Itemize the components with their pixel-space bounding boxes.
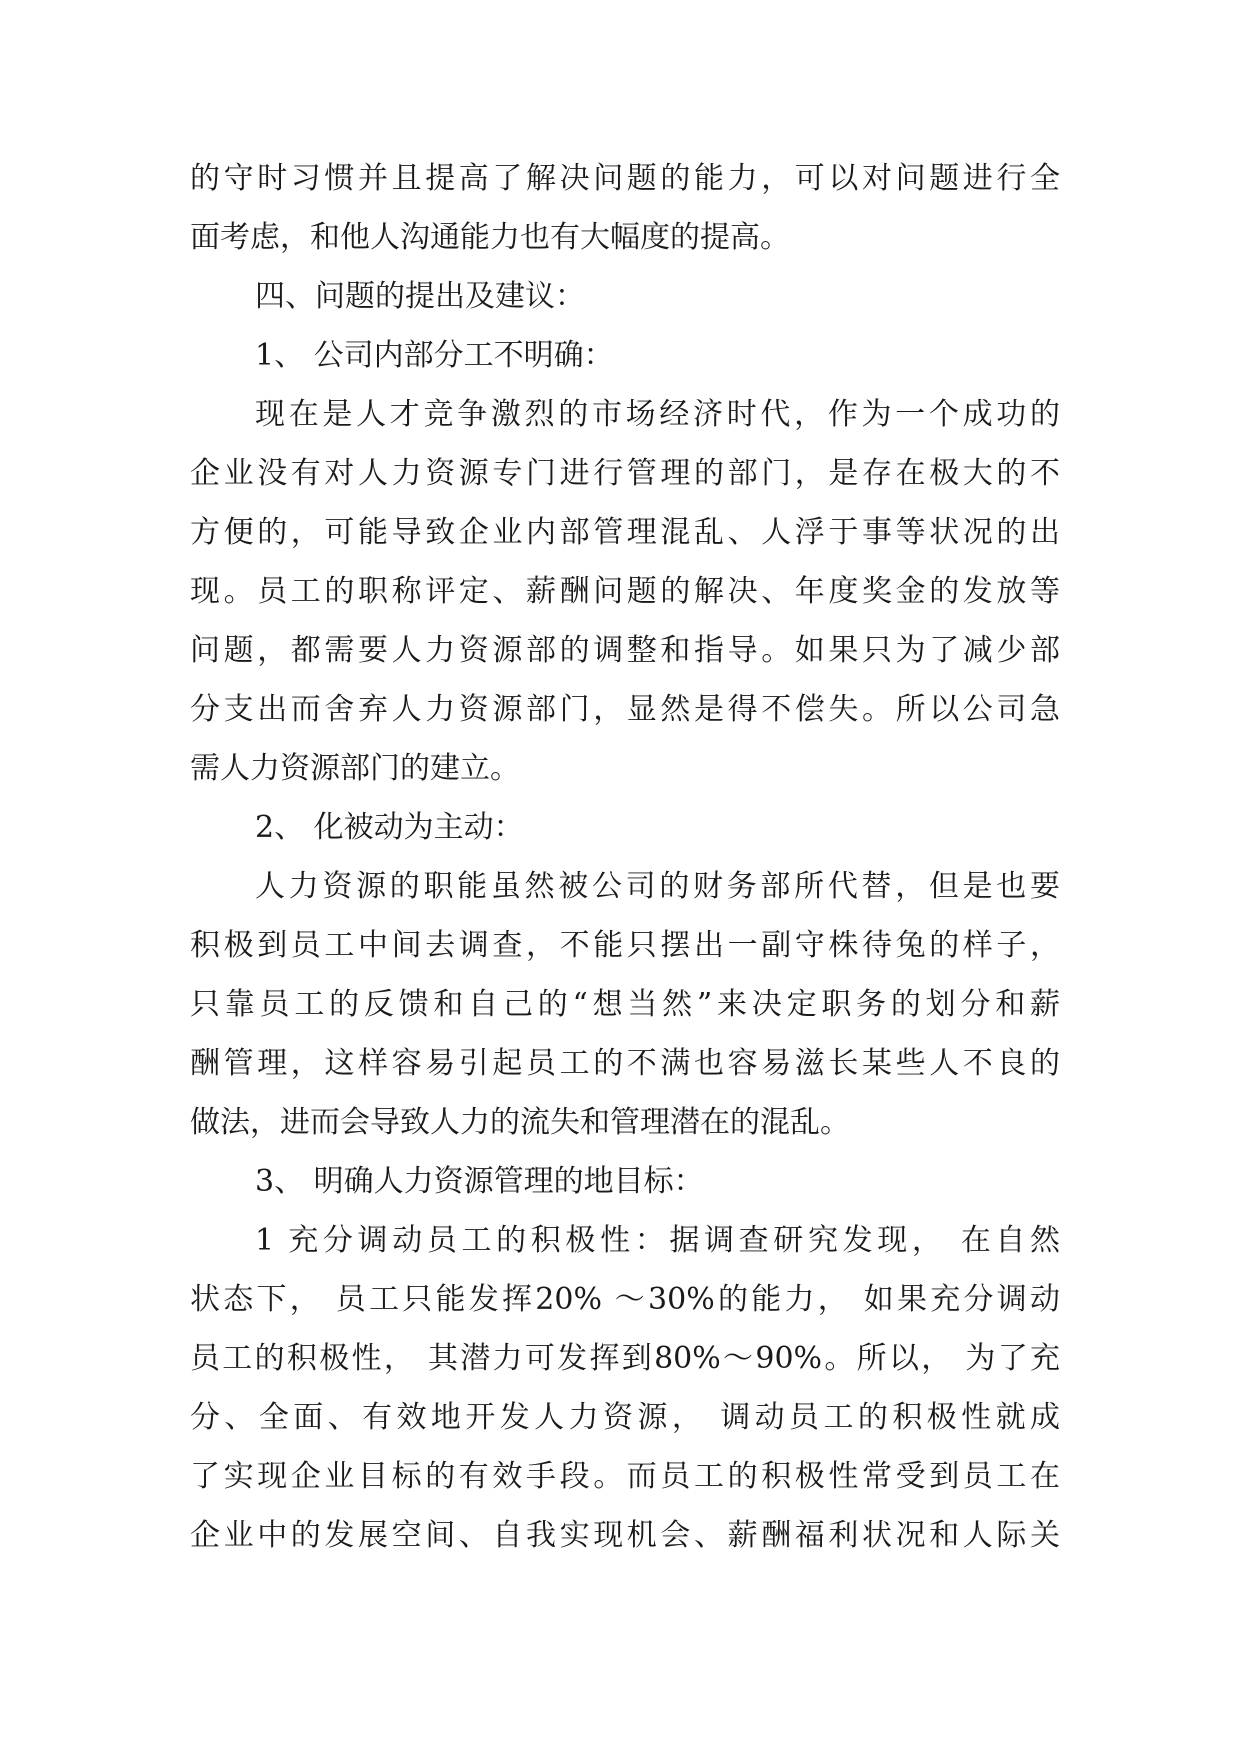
text-line-20: 状态下， 员工只能发挥20% ～30%的能力， 如果充分调动	[190, 1282, 1060, 1317]
text-line-5: 现在是人才竞争激烈的市场经济时代，作为一个成功的	[255, 397, 1060, 432]
text-line-23: 了实现企业目标的有效手段。而员工的积极性常受到员工在	[190, 1459, 1060, 1494]
document-body	[190, 149, 1060, 1565]
text-line-1: 的守时习惯并且提高了解决问题的能力，可以对问题进行全	[190, 161, 1060, 196]
text-line-15: 只靠员工的反馈和自己的“想当然”来决定职务的划分和薪	[190, 987, 1060, 1022]
text-line-21: 员工的积极性， 其潜力可发挥到80%～90%。所以， 为了充	[190, 1341, 1060, 1376]
text-line-24: 企业中的发展空间、自我实现机会、薪酬福利状况和人际关	[190, 1518, 1060, 1553]
text-line-2: 面考虑，和他人沟通能力也有大幅度的提高。	[190, 220, 790, 255]
text-line-6: 企业没有对人力资源专门进行管理的部门，是存在极大的不	[190, 456, 1060, 491]
section-heading-problems: 四、问题的提出及建议：	[255, 279, 585, 314]
subheading-2: 2、 化被动为主动：	[255, 810, 524, 845]
text-line-22: 分、全面、有效地开发人力资源， 调动员工的积极性就成	[190, 1400, 1060, 1435]
text-line-8: 现。员工的职称评定、薪酬问题的解决、年度奖金的发放等	[190, 574, 1060, 609]
text-line-14: 积极到员工中间去调查，不能只摆出一副守株待兔的样子，	[190, 928, 1060, 963]
text-line-19: 1 充分调动员工的积极性：据调查研究发现， 在自然	[255, 1223, 1060, 1258]
text-line-16: 酬管理，这样容易引起员工的不满也容易滋长某些人不良的	[190, 1046, 1060, 1081]
text-line-9: 问题，都需要人力资源部的调整和指导。如果只为了减少部	[190, 633, 1060, 668]
text-line-7: 方便的，可能导致企业内部管理混乱、人浮于事等状况的出	[190, 515, 1060, 550]
text-line-11: 需人力资源部门的建立。	[190, 751, 520, 786]
text-line-13: 人力资源的职能虽然被公司的财务部所代替，但是也要	[255, 869, 1060, 904]
text-line-10: 分支出而舍弃人力资源部门，显然是得不偿失。所以公司急	[190, 692, 1060, 727]
subheading-3: 3、 明确人力资源管理的地目标：	[255, 1164, 704, 1199]
subheading-1: 1、 公司内部分工不明确：	[255, 338, 614, 373]
text-line-17: 做法，进而会导致人力的流失和管理潜在的混乱。	[190, 1105, 850, 1140]
